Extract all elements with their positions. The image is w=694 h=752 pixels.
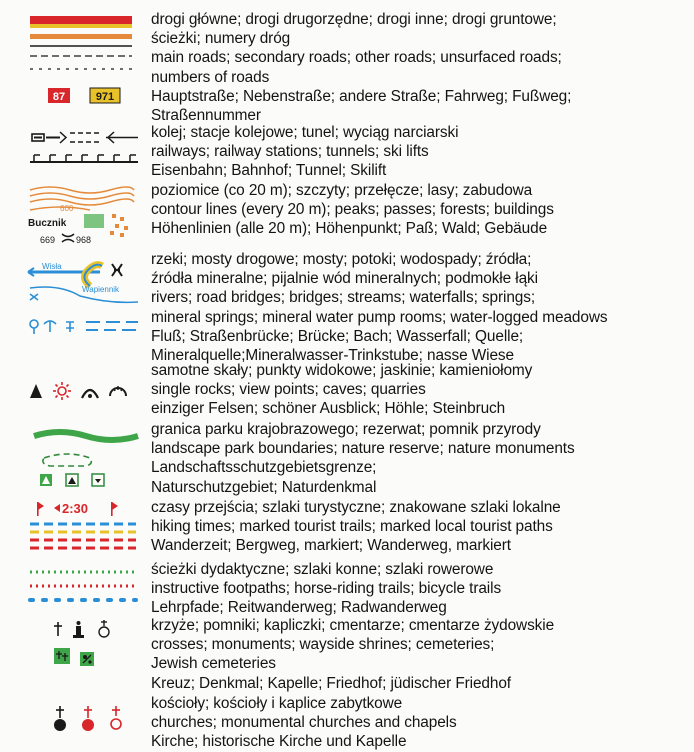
legend-line: krzyże; pomniki; kapliczki; cmentarze; cmentarze żydowskie [151, 617, 555, 634]
legend-text-rocks [151, 361, 690, 419]
legend-line: drogi główne; drogi drugorzędne; drogi inne; drogi gruntowe; [151, 11, 557, 28]
cross-icon [54, 622, 62, 636]
legend-line: kolej; stacje kolejowe; tunel; wyciąg narciarski [151, 124, 459, 141]
legend-line: Eisenbahn; Bahnhof; Tunnel; Skilift [151, 162, 387, 180]
legend-line: Höhenlinien (alle 20 m); Höhenpunkt; Paß; Wald; Gebäude [151, 220, 548, 238]
legend-line: Hauptstraße; Nebenstraße; andere Straße; Fahrweg; Fußweg; [151, 87, 572, 105]
rocks-viewpoints-icon [20, 374, 142, 414]
pass-height: 968 [76, 235, 92, 245]
monumental-church-icon [82, 706, 94, 731]
legend-line: ścieżki dydaktyczne; szlaki konne; szlaki rowerowe [151, 561, 494, 578]
contour-label: 600 [60, 204, 74, 213]
legend-line: kościoły; kościoły i kaplice zabytkowe [151, 695, 403, 712]
legend-line: Mineralquelle;Mineralwasser-Trinkstube; nasse Wiese [151, 347, 514, 365]
legend-line: Jewish cemeteries [151, 655, 276, 673]
jewish-cemetery-icon [80, 652, 94, 666]
legend-line: samotne skały; punkty widokowe; jaskinie; kamieniołomy [151, 362, 533, 379]
legend-line: czasy przejścia; szlaki turystyczne; znakowane szlaki lokalne [151, 499, 561, 516]
hiking-trails-icon [20, 498, 142, 560]
rock-icon [30, 384, 42, 398]
legend-row-railways [0, 124, 694, 182]
legend-row-rocks [0, 362, 694, 428]
road-badge-red: 87 [52, 91, 66, 103]
church-icon [54, 706, 66, 731]
churches-icon [20, 704, 142, 744]
monumental-chapel-icon [111, 706, 121, 729]
legend-line: mineral springs; mineral water pump rooms; water-logged meadows [151, 308, 608, 326]
legend-text-terrain [151, 181, 690, 239]
park-boundary-icon [20, 422, 142, 492]
legend-line: railways; railway stations; tunnels; ski lifts [151, 143, 429, 161]
legend-text-churches [151, 694, 690, 752]
water-icon [20, 258, 142, 358]
educational-trails-icon [20, 564, 142, 614]
legend-line: rzeki; mosty drogowe; mosty; potoki; wodospady; źródła; [151, 251, 532, 268]
river-label: Wisła [42, 262, 62, 271]
legend-line: źródła mineralne; pijalnie wód mineralnych; podmokłe łąki [151, 270, 538, 288]
legend-row-educational [0, 560, 694, 618]
legend-line: Fluß; Straßenbrücke; Brücke; Bach; Wasserfall; Quelle; [151, 327, 524, 345]
nature-icon-1 [40, 474, 52, 486]
legend-line: crosses; monuments; wayside shrines; cemeteries; [151, 636, 495, 654]
legend-line: Kreuz; Denkmal; Kapelle; Friedhof; jüdischer Friedhof [151, 674, 511, 692]
hiking-time-label: 2:30 [62, 501, 89, 516]
monument-icon [73, 621, 84, 638]
road-badge-yellow: 971 [95, 91, 115, 103]
stream-label: Wapiennik [82, 285, 120, 294]
legend-line: poziomice (co 20 m); szczyty; przełęcze; lasy; zabudowa [151, 182, 533, 199]
legend-row-hiking [0, 498, 694, 560]
legend-line: Kirche; historische Kirche und Kapelle [151, 733, 407, 751]
legend-line: main roads; secondary roads; other roads; unsurfaced roads; [151, 49, 562, 67]
railway-icon [20, 128, 142, 178]
legend-line: Landschaftsschutzgebietsgrenze; [151, 459, 377, 477]
legend-line: instructive footpaths; horse-riding trails; bicycle trails [151, 580, 502, 598]
legend-line: churches; monumental churches and chapels [151, 714, 457, 732]
legend-line: rivers; road bridges; bridges; streams; waterfalls; springs; [151, 289, 536, 307]
legend-text-water [151, 250, 690, 365]
nature-icon-2 [66, 474, 78, 486]
legend-line: hiking times; marked tourist trails; marked local tourist paths [151, 518, 553, 536]
viewpoint-icon [53, 382, 71, 400]
peak-name: Bucznik [28, 218, 67, 229]
legend-line: single rocks; view points; caves; quarries [151, 381, 426, 399]
legend-row-terrain [0, 182, 694, 250]
legend-row-crosses [0, 618, 694, 696]
shrine-icon [99, 620, 109, 637]
cemetery-icon [54, 648, 70, 664]
legend-text-roads [151, 10, 690, 125]
legend-line: Naturschutzgebiet; Naturdenkmal [151, 478, 377, 496]
crosses-cemeteries-icon [20, 618, 142, 688]
legend-text-park [151, 420, 690, 497]
legend-text-crosses [151, 616, 690, 693]
legend-row-churches [0, 696, 694, 750]
legend-line: numbers of roads [151, 68, 270, 86]
legend-line: Wanderzeit; Bergweg, markiert; Wanderweg, markiert [151, 537, 511, 555]
legend-line: einziger Felsen; schöner Ausblick; Höhle; Steinbruch [151, 400, 506, 418]
legend-row-water [0, 250, 694, 368]
legend-row-roads [0, 8, 694, 124]
legend-text-educational [151, 560, 690, 618]
nature-icon-3 [92, 474, 104, 486]
legend-line: ścieżki; numery dróg [151, 30, 291, 48]
legend-row-park [0, 421, 694, 498]
roads-icon [20, 14, 142, 114]
legend-line: landscape park boundaries; nature reserve; nature monuments [151, 440, 575, 458]
legend-line: Straßennummer [151, 107, 261, 125]
terrain-icon [20, 184, 142, 250]
legend-line: Lehrpfade; Reitwanderweg; Radwanderweg [151, 599, 447, 617]
legend-line: granica parku krajobrazowego; rezerwat; pomnik przyrody [151, 421, 541, 438]
legend-text-railways [151, 123, 690, 181]
legend-text-hiking [151, 498, 690, 556]
peak-height: 669 [40, 235, 56, 245]
legend-line: contour lines (every 20 m); peaks; passes; forests; buildings [151, 201, 554, 219]
